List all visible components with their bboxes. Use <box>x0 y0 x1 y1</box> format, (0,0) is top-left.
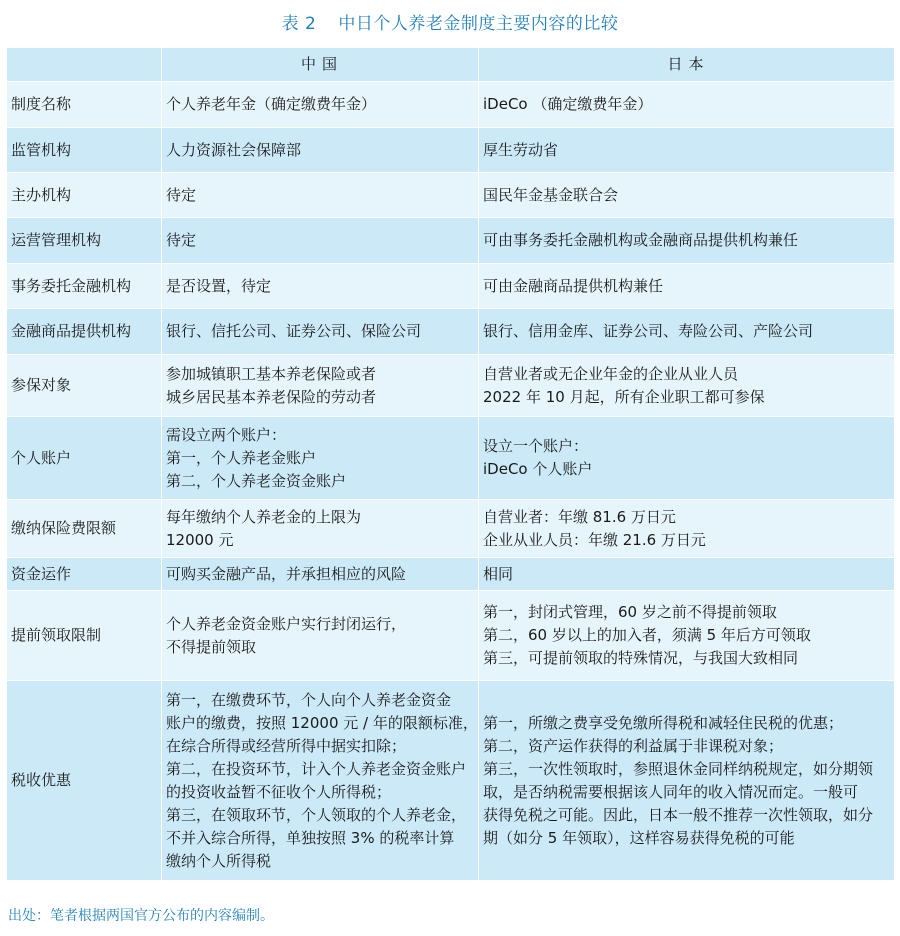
row-label: 缴纳保险费限额 <box>7 500 162 558</box>
header-row <box>7 48 895 82</box>
cell-line: 第三，一次性领取时，参照退休金同样纳税规定，如分期领 <box>483 759 874 778</box>
cell-line: 第二，60 岁以上的加入者，须满 5 年后方可领取 <box>483 626 811 644</box>
source-note: 出处：笔者根据两国官方公布的内容编制。 <box>8 908 274 924</box>
cell-japan <box>479 681 895 881</box>
comparison-table <box>6 47 895 881</box>
cell-line: 可购买金融产品，并承担相应的风险 <box>166 564 407 583</box>
cell-japan <box>479 82 895 128</box>
table-row <box>7 173 895 218</box>
cell-line: 待定 <box>166 231 197 249</box>
cell-line: 需设立两个账户： <box>166 425 287 444</box>
row-label: 资金运作 <box>7 558 162 591</box>
row-label: 制度名称 <box>7 82 162 128</box>
cell-china <box>162 173 479 218</box>
cell-japan <box>479 417 895 500</box>
cell-line: 个人养老金资金账户实行封闭运行， <box>166 614 407 633</box>
cell-line: 不并入综合所得，单独按照 3% 的税率计算 <box>166 828 455 847</box>
cell-line: 设立一个账户： <box>483 437 589 455</box>
table-row <box>7 264 895 309</box>
cell-japan <box>479 558 895 591</box>
cell-line: 厚生劳动省 <box>483 140 559 159</box>
cell-china <box>162 558 479 591</box>
row-label: 金融商品提供机构 <box>7 309 162 355</box>
cell-line: 第二，个人养老金资金账户 <box>166 471 347 490</box>
cell-japan <box>479 218 895 264</box>
row-label: 参保对象 <box>7 355 162 417</box>
cell-line: 缴纳个人所得税 <box>166 851 272 870</box>
cell-china <box>162 264 479 309</box>
cell-japan <box>479 128 895 173</box>
cell-line: 获得免税之可能。因此，日本一般不推荐一次性领取，如分 <box>483 805 874 824</box>
cell-china <box>162 128 479 173</box>
cell-line: iDeCo （确定缴费年金） <box>483 95 653 113</box>
cell-line: 第二，在投资环节，计入个人养老金资金账户 <box>166 759 467 778</box>
cell-line: 不得提前领取 <box>166 637 257 656</box>
table-row <box>7 591 895 681</box>
row-label: 运营管理机构 <box>7 218 162 264</box>
cell-china <box>162 591 479 681</box>
row-label: 监管机构 <box>7 128 162 173</box>
cell-line: 人力资源社会保障部 <box>166 140 302 159</box>
cell-china <box>162 500 479 558</box>
cell-line: 城乡居民基本养老保险的劳动者 <box>166 387 377 406</box>
cell-line: 是否设置，待定 <box>166 276 272 295</box>
cell-china <box>162 355 479 417</box>
cell-line: 自营业者或无企业年金的企业从业人员 <box>483 364 739 383</box>
table-number: 表 2 <box>281 14 317 34</box>
cell-line: 第一，封闭式管理，60 岁之前不得提前领取 <box>483 603 777 621</box>
cell-line: 取，是否纳税需要根据该人同年的收入情况而定。一般可 <box>483 782 859 801</box>
cell-line: 第一，所缴之费享受免缴所得税和减轻住民税的优惠； <box>483 713 844 732</box>
cell-line: 自营业者：年缴 81.6 万日元 <box>483 507 676 526</box>
cell-line: 第二，资产运作获得的利益属于非课税对象； <box>483 736 784 755</box>
cell-line: 相同 <box>483 564 514 583</box>
table-title: 中日个人养老金制度主要内容的比较 <box>338 14 619 34</box>
cell-line: iDeCo 个人账户 <box>483 460 593 478</box>
row-label: 税收优惠 <box>7 681 162 881</box>
header-blank <box>7 48 162 82</box>
cell-line: 银行、信用金库、证券公司、寿险公司、产险公司 <box>483 322 814 340</box>
row-label: 主办机构 <box>7 173 162 218</box>
cell-line: 企业从业人员：年缴 21.6 万日元 <box>483 530 706 549</box>
table-row <box>7 681 895 881</box>
cell-line: 参加城镇职工基本养老保险或者 <box>166 364 377 383</box>
cell-line: 第一，个人养老金账户 <box>166 448 317 467</box>
cell-line: 每年缴纳个人养老金的上限为 <box>166 507 362 526</box>
table-row <box>7 500 895 558</box>
header-japan: 日本 <box>479 48 895 82</box>
header-china: 中国 <box>162 48 479 82</box>
table-row <box>7 417 895 500</box>
cell-japan <box>479 309 895 355</box>
table-row <box>7 309 895 355</box>
row-label: 个人账户 <box>7 417 162 500</box>
table-caption <box>0 9 900 34</box>
cell-line: 在综合所得或经营所得中据实扣除； <box>166 736 407 755</box>
cell-japan <box>479 173 895 218</box>
table-row <box>7 82 895 128</box>
table-body <box>7 82 895 881</box>
cell-line: 待定 <box>166 185 197 204</box>
row-label: 事务委托金融机构 <box>7 264 162 309</box>
cell-china <box>162 417 479 500</box>
table-row <box>7 128 895 173</box>
row-label: 提前领取限制 <box>7 591 162 681</box>
cell-japan <box>479 355 895 417</box>
cell-line: 第三，在领取环节，个人领取的个人养老金， <box>166 805 467 824</box>
table-row <box>7 355 895 417</box>
cell-china <box>162 309 479 355</box>
cell-line: 银行、信托公司、证券公司、保险公司 <box>166 322 422 340</box>
cell-line: 国民年金基金联合会 <box>483 185 619 204</box>
cell-line: 个人养老年金（确定缴费年金） <box>166 95 377 113</box>
cell-china <box>162 681 479 881</box>
cell-line: 账户的缴费，按照 12000 元 / 年的限额标准， <box>166 713 478 732</box>
cell-china <box>162 218 479 264</box>
cell-line: 可由金融商品提供机构兼任 <box>483 276 664 295</box>
table-row <box>7 218 895 264</box>
cell-china <box>162 82 479 128</box>
cell-japan <box>479 264 895 309</box>
cell-line: 第三，可提前领取的特殊情况，与我国大致相同 <box>483 649 799 667</box>
cell-japan <box>479 591 895 681</box>
table-row <box>7 558 895 591</box>
cell-line: 12000 元 <box>166 530 234 549</box>
cell-japan <box>479 500 895 558</box>
cell-line: 期（如分 5 年领取），这样容易获得免税的可能 <box>483 828 795 847</box>
cell-line: 可由事务委托金融机构或金融商品提供机构兼任 <box>483 231 799 249</box>
cell-line: 第一，在缴费环节，个人向个人养老金资金 <box>166 690 452 709</box>
cell-line: 的投资收益暂不征收个人所得税； <box>166 782 392 801</box>
cell-line: 2022 年 10 月起，所有企业职工都可参保 <box>483 387 765 406</box>
